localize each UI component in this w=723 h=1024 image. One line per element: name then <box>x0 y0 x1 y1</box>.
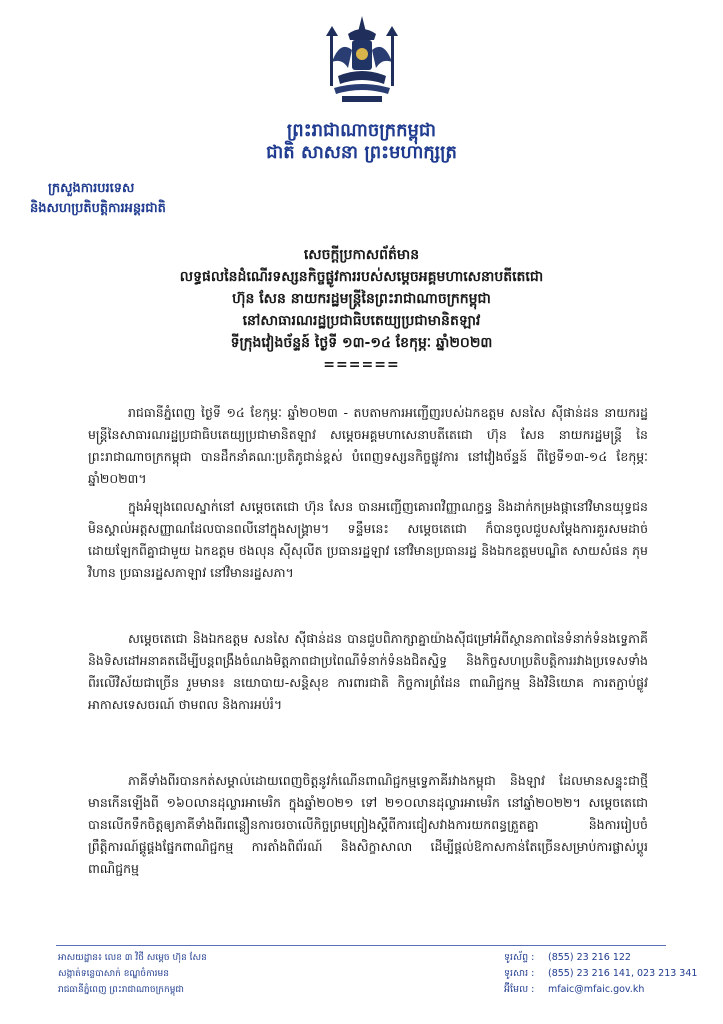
ministry-name-line2: និងសហប្រតិបត្តិការអន្តរជាតិ <box>30 201 166 216</box>
phone-row <box>504 950 697 966</box>
address-line-1: អាសយដ្ឋាន៖ លេខ ៣ វិថី សម្តេច ហ៊ុន សែន <box>58 953 207 963</box>
paragraph-3: សម្តេចតេជោ និងឯកឧត្តម សនសៃ ស៊ីផាន់ដន បានជួបពិភាក្សាគ្នាយ៉ាងស៊ីជម្រៅអំពីស្ថានភាពនៃទំនាក់ទំនងទ្វេភាគី និងទិសដៅអនាគតដើម្បីបន្តពង្រឹងចំណងមិត្តភាពជាប្រពៃណីទំនាក់ទំនងជិតស្និទ្ធ និងកិច្ចសហប្រតិបត្តិការរវាងប្រទេសទាំងពីរលើវិស័យជាច្រើន រួមមាន៖ នយោបាយ-សន្តិសុខ ការពារជាតិ កិច្ចការព្រំដែន ពាណិជ្ជកម្ម និងវិនិយោគ ការតភ្ជាប់ផ្លូវអាកាសទេសចរណ៍ ថាមពល និងការអប់រំ។ <box>88 631 648 712</box>
paragraph-1: រាជធានីភ្នំពេញ ថ្ងៃទី ១៤ ខែកុម្ភៈ ឆ្នាំ២០២៣ - តបតាមការអញ្ជើញរបស់ឯកឧត្តម សនសៃ ស៊ីផាន់ដន នាយករដ្ឋមន្ត្រីនៃសាធារណរដ្ឋប្រជាធិបតេយ្យប្រជាមានិតឡាវ សម្តេចអគ្គមហាសេនាបតីតេជោ ហ៊ុន សែន នាយករដ្ឋមន្ត្រី នៃព្រះរាជាណាចក្រកម្ពុជា បានដឹកនាំគណៈប្រតិភូជាន់ខ្ពស់ បំពេញទស្សនកិច្ចផ្លូវការ នៅវៀងច័ន្ទន៍ ពីថ្ងៃទី១៣-១៤ ខែកុម្ភៈ ឆ្នាំ២០២៣។ <box>88 405 648 486</box>
fax-row <box>504 966 697 982</box>
kingdom-name: ព្រះរាជាណាចក្រកម្ពុជា <box>286 120 437 141</box>
title-line-4: នៅសាធារណរដ្ឋប្រជាធិបតេយ្យប្រជាមានិតឡាវ <box>242 313 481 329</box>
press-release-title <box>80 244 643 376</box>
fax-label: ទូរសារ : <box>504 968 535 979</box>
email-link[interactable]: mfaic@mfaic.gov.kh <box>548 984 645 995</box>
footer-contacts <box>504 950 697 998</box>
national-motto: ជាតិ សាសនា ព្រះមហាក្សត្រ <box>266 142 457 163</box>
paragraph-2: ក្នុងអំឡុងពេលស្នាក់នៅ សម្តេចតេជោ ហ៊ុន សែន បានអញ្ជើញគោរពវិញ្ញាណក្ខន្ធ និងដាក់កម្រងផ្កានៅវិមានយុទ្ធជនមិនស្គាល់អត្តសញ្ញាណដែលបានពលីនៅក្នុងសង្គ្រាម។ ទន្ទឹមនេះ សម្តេចតេជោ ក៏បានចូលជួបសម្តែងការគួរសមដាច់ដោយឡែកពីគ្នាជាមួយ ឯកឧត្តម ថងលុន ស៊ីសុលីត ប្រធានរដ្ឋឡាវ នៅវិមានប្រធានរដ្ឋ និងឯកឧត្តមបណ្ឌិត សាយសំផន ភុមវិហាន ប្រធានរដ្ឋសភាឡាវ នៅវិមានរដ្ឋសភា។ <box>88 499 648 580</box>
title-separator: ====== <box>323 357 400 373</box>
phone-label: ទូរស័ព្ទ : <box>504 952 535 963</box>
title-line-2: លទ្ធផលនៃដំណើរទស្សនកិច្ចផ្លូវការរបស់សម្តេចអគ្គមហាសេនាបតីតេជោ <box>179 269 544 285</box>
phone-number: (855) 23 216 122 <box>548 952 631 963</box>
fax-number: (855) 23 216 141, 023 213 341 <box>548 968 698 979</box>
footer-address <box>58 950 207 998</box>
email-row <box>504 982 697 998</box>
footer-divider <box>56 945 666 946</box>
email-label: អ៊ីមែល : <box>504 984 535 995</box>
royal-arms-emblem <box>318 10 406 110</box>
ministry-name-line1: ក្រសួងការបរទេស <box>48 181 135 196</box>
title-line-1: សេចក្តីប្រកាសព័ត៌មាន <box>303 247 420 263</box>
title-line-3: ហ៊ុន សែន នាយករដ្ឋមន្ត្រីនៃព្រះរាជាណាចក្រកម្ពុជា <box>232 291 491 307</box>
title-line-5: ទីក្រុងវៀងច័ន្ទន៍ ថ្ងៃទី ១៣-១៤ ខែកុម្ភៈ ឆ្នាំ២០២៣ <box>230 335 493 351</box>
paragraph-4: ភាគីទាំងពីរបានកត់សម្គាល់ដោយពេញចិត្តនូវកំណើនពាណិជ្ជកម្មទ្វេភាគីរវាងកម្ពុជា និងឡាវ ដែលមានសន្ទុះជាថ្មីមានកើនឡើងពី ១៦០លានដុល្លារអាមេរិក ក្នុងឆ្នាំ២០២១ ទៅ ២១០លានដុល្លារអាមេរិក នៅឆ្នាំ២០២២។ សម្តេចតេជោ បានលើកទឹកចិត្តឲ្យភាគីទាំងពីរពន្លឿនការចរចាលើកិច្ចព្រមព្រៀងស្តីពីការជៀសវាងការយកពន្ធត្រួតគ្នា និងការរៀបចំព្រឹត្តិការណ៍ផ្គូផ្គងផ្នែកពាណិជ្ជកម្ម ការតាំងពិព័រណ៍ និងសិក្ខាសាលា ដើម្បីផ្តល់ឱកាសកាន់តែច្រើនសម្រាប់ការផ្លាស់ប្តូរពាណិជ្ជកម្ម <box>88 773 648 876</box>
address-line-2: សង្កាត់ទន្លេបាសាក់ ខណ្ឌចំការមន <box>58 969 169 979</box>
address-line-3: រាជធានីភ្នំពេញ ព្រះរាជាណាចក្រកម្ពុជា <box>58 985 184 995</box>
